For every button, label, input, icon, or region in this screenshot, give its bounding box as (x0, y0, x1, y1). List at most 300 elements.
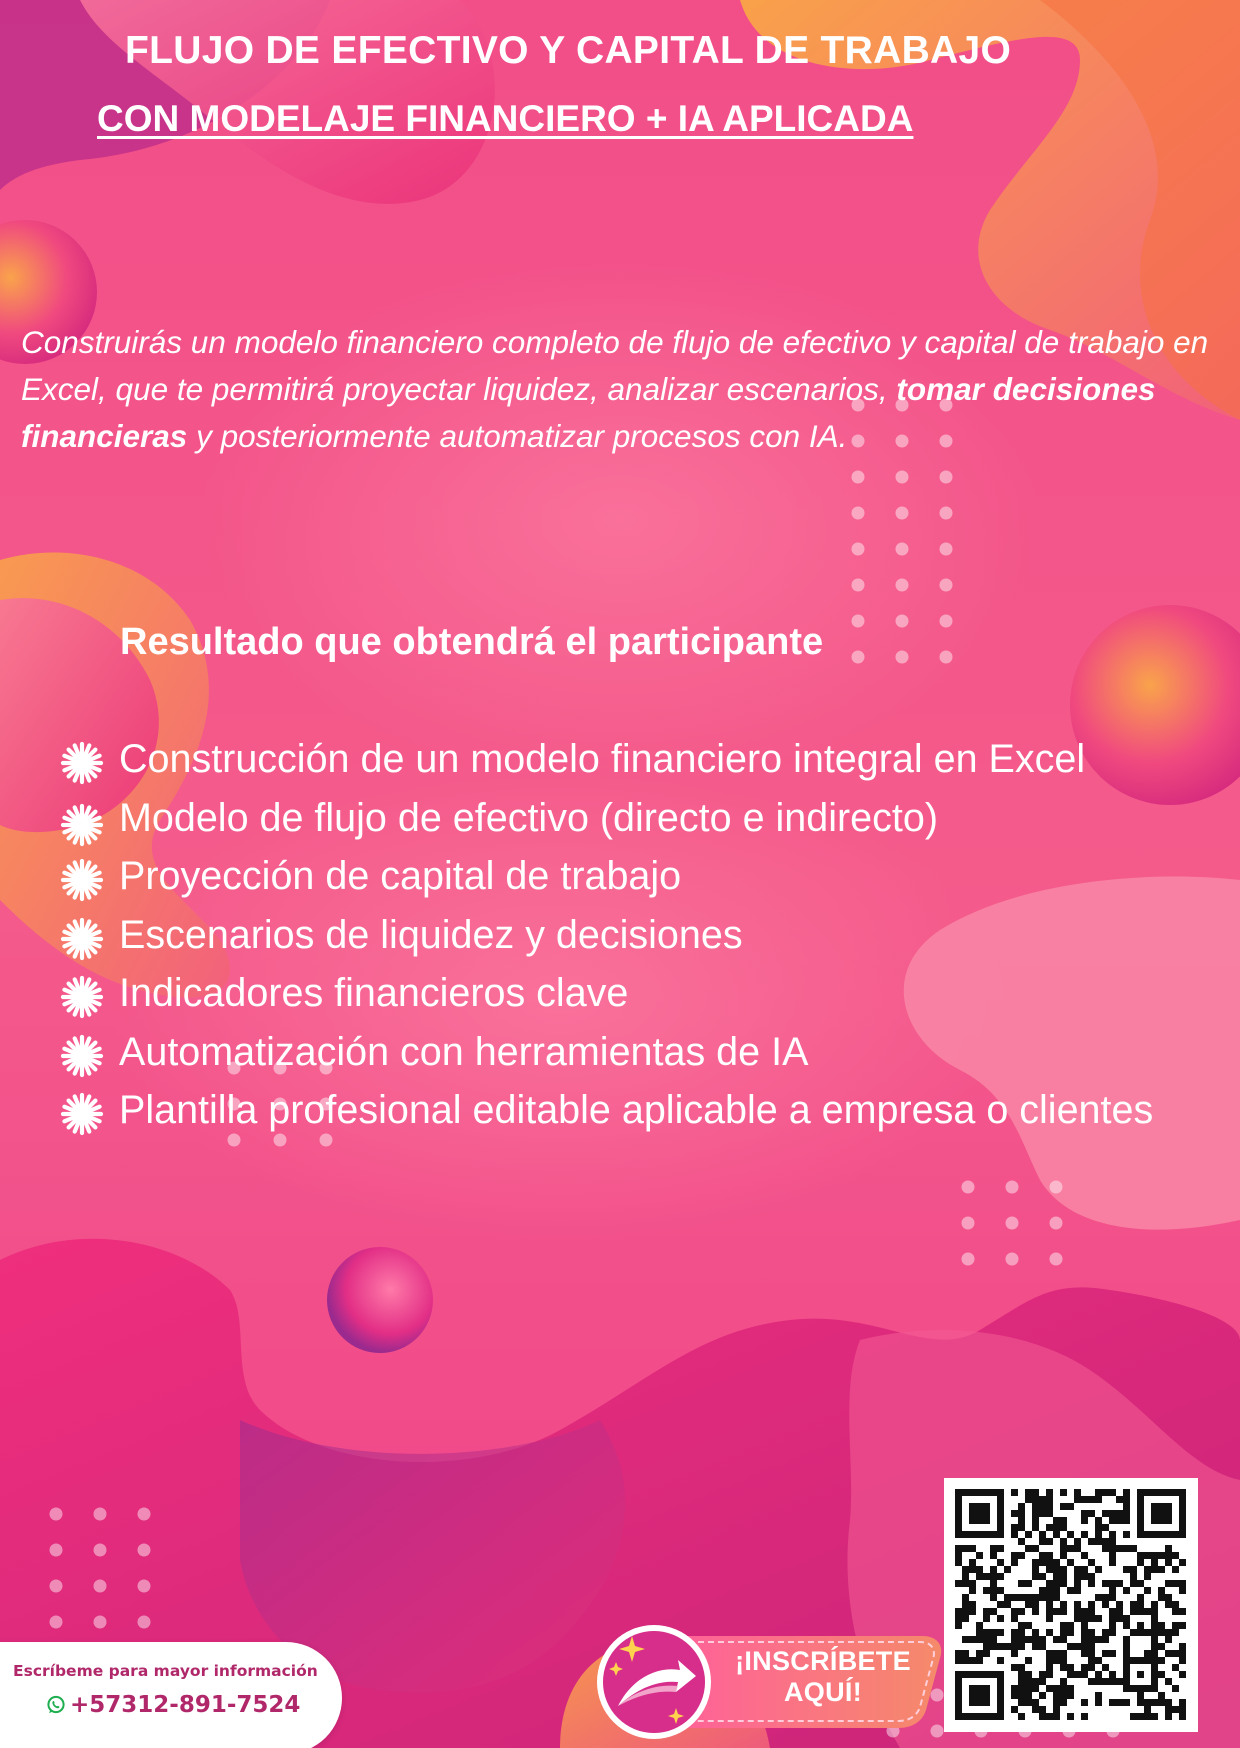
decorative-dot (940, 543, 953, 556)
qr-module (990, 1573, 997, 1580)
qr-module (1046, 1685, 1053, 1692)
qr-module (1116, 1678, 1123, 1685)
qr-module (1109, 1510, 1116, 1517)
qr-module (1165, 1552, 1172, 1559)
list-item (60, 847, 1240, 906)
qr-module (990, 1545, 997, 1552)
qr-module (1088, 1636, 1095, 1643)
qr-module (1165, 1650, 1172, 1657)
qr-module (1179, 1657, 1186, 1664)
list-item (60, 730, 1240, 789)
qr-module (1053, 1559, 1060, 1566)
qr-module (1158, 1552, 1165, 1559)
qr-module (1046, 1587, 1053, 1594)
qr-module (1025, 1636, 1032, 1643)
qr-module (1046, 1608, 1053, 1615)
qr-module (1081, 1615, 1088, 1622)
qr-module (1095, 1678, 1102, 1685)
qr-module (1102, 1594, 1109, 1601)
qr-module (1025, 1671, 1032, 1678)
intro-text-2: y posteriormente automatizar procesos con IA. (187, 418, 848, 454)
phone-number: +57312-891-7524 (70, 1692, 301, 1718)
qr-module (1060, 1566, 1067, 1573)
qr-module (1130, 1545, 1137, 1552)
qr-module (1179, 1608, 1186, 1615)
qr-module (1165, 1580, 1172, 1587)
qr-module (1046, 1629, 1053, 1636)
qr-module (1165, 1594, 1172, 1601)
qr-module (1081, 1531, 1088, 1538)
qr-module (1018, 1678, 1025, 1685)
qr-module (1123, 1636, 1130, 1643)
decorative-dot (896, 471, 909, 484)
list-item (60, 906, 1240, 965)
qr-module (1004, 1643, 1011, 1650)
qr-module (1053, 1636, 1060, 1643)
list-item (60, 964, 1240, 1023)
decorative-dot (896, 615, 909, 628)
qr-module (1032, 1643, 1039, 1650)
qr-module (969, 1608, 976, 1615)
qr-module (1032, 1699, 1039, 1706)
qr-module (1130, 1608, 1137, 1615)
qr-module (1053, 1580, 1060, 1587)
qr-module (1060, 1489, 1067, 1496)
qr-module (1151, 1559, 1158, 1566)
qr-code[interactable] (944, 1478, 1198, 1732)
decorative-dot (94, 1580, 107, 1593)
qr-module (990, 1587, 997, 1594)
qr-module (1025, 1678, 1032, 1685)
qr-module (1025, 1496, 1032, 1503)
qr-module (1144, 1608, 1151, 1615)
qr-module (1081, 1650, 1088, 1657)
qr-module (1046, 1538, 1053, 1545)
qr-module (1109, 1650, 1116, 1657)
qr-module (1158, 1643, 1165, 1650)
qr-module (1004, 1594, 1011, 1601)
qr-module (1179, 1650, 1186, 1657)
qr-module (1032, 1524, 1039, 1531)
qr-module (1179, 1643, 1186, 1650)
qr-module (1144, 1650, 1151, 1657)
qr-module (1109, 1608, 1116, 1615)
qr-module (1123, 1517, 1130, 1524)
qr-module (1039, 1594, 1046, 1601)
qr-module (1039, 1496, 1046, 1503)
decorative-dot (852, 579, 865, 592)
decorative-dot (940, 651, 953, 664)
qr-module (1032, 1608, 1039, 1615)
qr-module (969, 1601, 976, 1608)
list-item-text: Construcción de un modelo financiero integral en Excel (119, 737, 1086, 781)
qr-module (962, 1657, 969, 1664)
qr-module (1095, 1671, 1102, 1678)
arrow-sparkle-icon (592, 1620, 716, 1744)
qr-module (1130, 1580, 1137, 1587)
qr-module (983, 1629, 990, 1636)
decorative-dot (962, 1253, 975, 1266)
qr-module (1151, 1552, 1158, 1559)
qr-module (1151, 1699, 1158, 1706)
decorative-dot (896, 579, 909, 592)
qr-module (1025, 1580, 1032, 1587)
qr-module (955, 1552, 962, 1559)
contact-label: Escríbeme para mayor información (13, 1662, 318, 1680)
qr-module (1074, 1671, 1081, 1678)
qr-module (1032, 1629, 1039, 1636)
qr-module (1053, 1566, 1060, 1573)
qr-module (1123, 1510, 1130, 1517)
qr-module (1102, 1678, 1109, 1685)
qr-module (1011, 1608, 1018, 1615)
qr-module (1123, 1615, 1130, 1622)
qr-module (1032, 1678, 1039, 1685)
list-item-text: Escenarios de liquidez y decisiones (119, 912, 743, 957)
qr-module (1011, 1685, 1018, 1692)
qr-module (969, 1657, 976, 1664)
qr-module (1137, 1699, 1144, 1706)
qr-module (1011, 1524, 1018, 1531)
qr-module (1165, 1706, 1172, 1713)
qr-module (1053, 1713, 1060, 1720)
qr-module (1095, 1524, 1102, 1531)
qr-module (969, 1580, 976, 1587)
qr-module (1165, 1678, 1172, 1685)
qr-module (1179, 1671, 1186, 1678)
intro-text-bold: tomar decisiones financieras (21, 371, 1156, 454)
qr-module (1116, 1496, 1123, 1503)
qr-module (962, 1545, 969, 1552)
qr-module (1039, 1692, 1046, 1699)
qr-module (990, 1552, 997, 1559)
list-item-text: Proyección de capital de trabajo (119, 854, 682, 898)
qr-module (1172, 1685, 1179, 1692)
qr-module (1046, 1615, 1053, 1622)
decorative-dot (940, 471, 953, 484)
qr-module (1039, 1587, 1046, 1594)
decorative-dot (1050, 1253, 1063, 1266)
qr-module (1053, 1524, 1060, 1531)
decorative-dot (94, 1616, 107, 1629)
qr-module (1095, 1699, 1102, 1706)
qr-module (976, 1552, 983, 1559)
qr-module (1179, 1622, 1186, 1629)
qr-module (1081, 1552, 1088, 1559)
qr-module (1067, 1671, 1074, 1678)
qr-module (1081, 1573, 1088, 1580)
decorative-dot (852, 543, 865, 556)
enroll-button-label: ¡INSCRÍBETE AQUÍ! (735, 1646, 911, 1707)
qr-module (1095, 1566, 1102, 1573)
decorative-dot (896, 543, 909, 556)
qr-module (1018, 1699, 1025, 1706)
decorative-dot (940, 615, 953, 628)
list-item-text: Automatización con herramientas de IA (119, 1029, 809, 1074)
decorative-dot (1006, 1181, 1019, 1194)
qr-module (1179, 1580, 1186, 1587)
qr-module (1123, 1489, 1130, 1496)
qr-module (990, 1608, 997, 1615)
results-list (60, 730, 1240, 1140)
qr-module (962, 1636, 969, 1643)
qr-module (1067, 1713, 1074, 1720)
qr-module (1046, 1664, 1053, 1671)
qr-module (1102, 1524, 1109, 1531)
qr-module (1046, 1594, 1053, 1601)
qr-module (1116, 1699, 1123, 1706)
qr-module (1074, 1643, 1081, 1650)
qr-module (1011, 1629, 1018, 1636)
qr-module (1011, 1692, 1018, 1699)
qr-module (1109, 1538, 1116, 1545)
qr-module (1025, 1622, 1032, 1629)
qr-module (1172, 1706, 1179, 1713)
qr-module (1018, 1622, 1025, 1629)
qr-module (1018, 1636, 1025, 1643)
qr-module (1025, 1531, 1032, 1538)
qr-module (1081, 1566, 1088, 1573)
qr-module (1074, 1580, 1081, 1587)
qr-module (1011, 1650, 1018, 1657)
qr-module (1060, 1524, 1067, 1531)
page-subtitle: CON MODELAJE FINANCIERO + IA APLICADA (97, 98, 914, 139)
qr-module (1039, 1552, 1046, 1559)
qr-module (1179, 1699, 1186, 1706)
qr-module (1025, 1685, 1032, 1692)
intro-paragraph (21, 319, 1231, 460)
qr-module (1109, 1629, 1116, 1636)
qr-module (1060, 1678, 1067, 1685)
qr-module (1144, 1566, 1151, 1573)
qr-module (1158, 1587, 1165, 1594)
qr-module (1046, 1503, 1053, 1510)
qr-module (1081, 1608, 1088, 1615)
qr-module (1039, 1573, 1046, 1580)
qr-module (1060, 1692, 1067, 1699)
qr-module (1067, 1664, 1074, 1671)
qr-module (1074, 1608, 1081, 1615)
qr-module (1109, 1552, 1116, 1559)
qr-module (1102, 1601, 1109, 1608)
decorative-dot (138, 1544, 151, 1557)
qr-module (1011, 1615, 1018, 1622)
qr-module (955, 1580, 962, 1587)
qr-module (1039, 1503, 1046, 1510)
decorative-dot (50, 1508, 63, 1521)
decorative-dot (1006, 1253, 1019, 1266)
qr-module (1088, 1559, 1095, 1566)
qr-module (1088, 1678, 1095, 1685)
qr-module (1046, 1566, 1053, 1573)
qr-module (969, 1559, 976, 1566)
qr-module (1032, 1510, 1039, 1517)
qr-module (1039, 1678, 1046, 1685)
qr-module (1039, 1706, 1046, 1713)
qr-module (1137, 1559, 1144, 1566)
qr-module (1046, 1496, 1053, 1503)
sunburst-bullet-icon (60, 975, 104, 1019)
qr-module (1032, 1489, 1039, 1496)
qr-module (1172, 1552, 1179, 1559)
qr-module (1032, 1685, 1039, 1692)
qr-module (1046, 1580, 1053, 1587)
qr-module (1102, 1636, 1109, 1643)
results-heading: Resultado que obtendrá el participante (120, 621, 824, 663)
qr-module (1053, 1706, 1060, 1713)
qr-module (1060, 1636, 1067, 1643)
qr-module (1060, 1503, 1067, 1510)
qr-module (1074, 1489, 1081, 1496)
qr-module (1151, 1643, 1158, 1650)
qr-module (1046, 1601, 1053, 1608)
qr-module (1039, 1636, 1046, 1643)
qr-module (1060, 1573, 1067, 1580)
qr-module (1179, 1587, 1186, 1594)
qr-module (1095, 1594, 1102, 1601)
qr-module (990, 1643, 997, 1650)
qr-module (976, 1657, 983, 1664)
qr-module (997, 1643, 1004, 1650)
qr-module (1025, 1601, 1032, 1608)
qr-module (969, 1566, 976, 1573)
qr-module (1067, 1503, 1074, 1510)
qr-module (962, 1580, 969, 1587)
sunburst-bullet-icon (60, 741, 104, 785)
qr-module (1018, 1510, 1025, 1517)
qr-module (1123, 1699, 1130, 1706)
qr-module (1046, 1559, 1053, 1566)
enroll-button[interactable] (592, 1618, 944, 1748)
qr-module (1116, 1608, 1123, 1615)
decorative-dot (1050, 1217, 1063, 1230)
qr-module (1074, 1615, 1081, 1622)
qr-finder-center (1151, 1503, 1172, 1524)
qr-module (1046, 1657, 1053, 1664)
qr-module (1025, 1594, 1032, 1601)
qr-module (1158, 1622, 1165, 1629)
list-item (60, 1081, 1240, 1140)
qr-module (1095, 1496, 1102, 1503)
qr-module (1081, 1510, 1088, 1517)
qr-module (1053, 1531, 1060, 1538)
qr-module (1102, 1629, 1109, 1636)
qr-module (1172, 1650, 1179, 1657)
qr-module (1137, 1713, 1144, 1720)
qr-module (1095, 1615, 1102, 1622)
qr-module (962, 1615, 969, 1622)
qr-module (1060, 1650, 1067, 1657)
list-item-text: Indicadores financieros clave (119, 971, 629, 1015)
qr-module (1074, 1587, 1081, 1594)
qr-module (1011, 1510, 1018, 1517)
qr-module (1060, 1699, 1067, 1706)
whatsapp-icon (46, 1695, 66, 1715)
qr-module (1018, 1643, 1025, 1650)
qr-module (976, 1650, 983, 1657)
qr-module (1102, 1664, 1109, 1671)
decorative-dot (94, 1508, 107, 1521)
qr-module (1102, 1650, 1109, 1657)
qr-module (976, 1636, 983, 1643)
list-item (60, 1023, 1240, 1082)
qr-module (1130, 1601, 1137, 1608)
decorative-dot (50, 1580, 63, 1593)
qr-module (1151, 1713, 1158, 1720)
qr-module (1165, 1559, 1172, 1566)
qr-module (1081, 1517, 1088, 1524)
qr-module (1151, 1608, 1158, 1615)
qr-module (997, 1601, 1004, 1608)
qr-module (1067, 1531, 1074, 1538)
qr-module (1060, 1608, 1067, 1615)
qr-module (1081, 1636, 1088, 1643)
qr-module (983, 1650, 990, 1657)
qr-module (1067, 1622, 1074, 1629)
qr-module (1165, 1601, 1172, 1608)
qr-module (1039, 1559, 1046, 1566)
qr-module (1137, 1629, 1144, 1636)
qr-module (1060, 1545, 1067, 1552)
qr-module (1081, 1629, 1088, 1636)
qr-module (1060, 1685, 1067, 1692)
qr-module (1158, 1699, 1165, 1706)
qr-module (1095, 1657, 1102, 1664)
qr-module (1018, 1692, 1025, 1699)
qr-module (990, 1594, 997, 1601)
qr-module (1032, 1517, 1039, 1524)
qr-module (1018, 1685, 1025, 1692)
qr-module (1046, 1524, 1053, 1531)
qr-module (1144, 1552, 1151, 1559)
qr-module (1060, 1538, 1067, 1545)
qr-module (1088, 1573, 1095, 1580)
decorative-dot (852, 507, 865, 520)
qr-module (962, 1601, 969, 1608)
contact-phone[interactable] (46, 1688, 300, 1722)
qr-module (1109, 1594, 1116, 1601)
qr-module (955, 1615, 962, 1622)
qr-module (1172, 1580, 1179, 1587)
qr-module (1039, 1643, 1046, 1650)
qr-module (1116, 1517, 1123, 1524)
qr-module (1053, 1608, 1060, 1615)
qr-module (990, 1629, 997, 1636)
qr-module (1011, 1636, 1018, 1643)
qr-module (1032, 1503, 1039, 1510)
qr-module (1046, 1510, 1053, 1517)
qr-module (1088, 1664, 1095, 1671)
decorative-dot (962, 1181, 975, 1194)
qr-module (1004, 1566, 1011, 1573)
qr-module (1137, 1608, 1144, 1615)
decorative-dot (50, 1544, 63, 1557)
qr-module (1172, 1622, 1179, 1629)
qr-module (1095, 1517, 1102, 1524)
qr-module (1039, 1671, 1046, 1678)
qr-module (990, 1580, 997, 1587)
qr-module (997, 1587, 1004, 1594)
qr-module (1074, 1496, 1081, 1503)
qr-module (1144, 1573, 1151, 1580)
qr-module (1116, 1545, 1123, 1552)
qr-module (983, 1636, 990, 1643)
intro-text-1: Construirás un modelo financiero completo de flujo de efectivo y capital de trabajo en Excel, que te permitirá proyectar liquidez, analizar escenarios, (21, 324, 1209, 407)
qr-module (1039, 1713, 1046, 1720)
qr-module (955, 1545, 962, 1552)
qr-module (1053, 1517, 1060, 1524)
qr-module (1053, 1657, 1060, 1664)
